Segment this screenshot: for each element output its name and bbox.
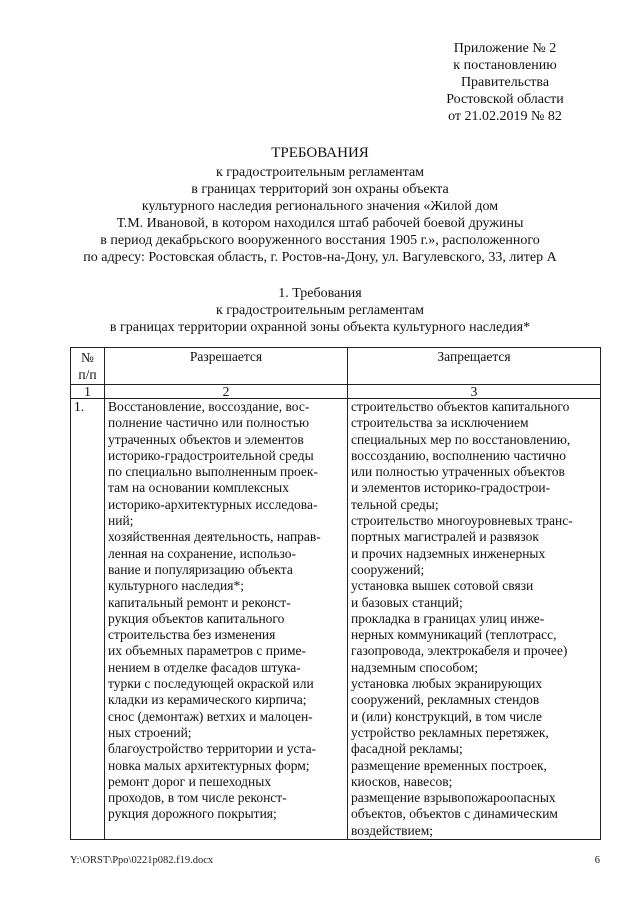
file-path: Y:\ORST\Ppo\0221p082.f19.docx — [70, 855, 214, 866]
forbidden-line: или полностью утраченных объектов — [351, 464, 565, 480]
allowed-line: рукция дорожного покрытия; — [108, 806, 277, 822]
forbidden-line: строительства за исключением — [351, 415, 529, 431]
allowed-line: благоустройство территории и уста- — [108, 741, 317, 757]
section-heading — [40, 285, 600, 336]
allowed-line: нением в отделке фасадов штука- — [108, 659, 301, 675]
forbidden-line: и прочих надземных инженерных — [351, 545, 546, 561]
annex-line: Приложение № 2 — [453, 41, 557, 56]
annex-line: к постановлению — [453, 58, 557, 73]
col-number: 1 — [71, 385, 105, 399]
allowed-line: ний; — [108, 513, 134, 529]
forbidden-line: размещение временных построек, — [351, 757, 547, 773]
forbidden-line: киосков, навесов; — [351, 773, 453, 789]
forbidden-line: воссозданию, восполнению частично — [351, 447, 567, 463]
header-num: № п/п — [71, 348, 105, 385]
header-allowed: Разрешается — [105, 348, 348, 385]
allowed-line: турки с последующей окраской или — [108, 676, 314, 692]
column-number-row — [71, 385, 601, 399]
forbidden-line: объектов, объектов с динамическим — [351, 806, 558, 822]
forbidden-cell — [348, 399, 601, 840]
title-line: Т.М. Ивановой, в котором находился штаб рабочей боевой дружины — [116, 216, 524, 231]
forbidden-line: тельной среды; — [351, 496, 439, 512]
col-number: 3 — [348, 385, 601, 399]
allowed-cell — [105, 399, 348, 840]
allowed-line: историко-архитектурных исследова- — [108, 496, 318, 512]
title-line: культурного наследия регионального значения «Жилой дом — [141, 199, 499, 214]
table-row — [71, 399, 601, 840]
allowed-line: хозяйственная деятельность, направ- — [108, 529, 321, 545]
forbidden-line: газопровода, электрокабеля и прочее) — [351, 643, 568, 659]
forbidden-line: фасадной рекламы; — [351, 741, 463, 757]
allowed-line: там на основании комплексных — [108, 480, 289, 496]
allowed-line: ных строений; — [108, 724, 192, 740]
forbidden-line: надземным способом; — [351, 659, 479, 675]
table-header-row — [71, 348, 601, 385]
forbidden-line: сооружений; — [351, 561, 425, 577]
forbidden-line: портных магистралей и развязок — [351, 529, 539, 545]
annex-line: от 21.02.2019 № 82 — [448, 109, 562, 124]
forbidden-line: установка вышек сотовой связи — [351, 578, 534, 594]
section-line: в границах территории охранной зоны объекта культурного наследия* — [109, 320, 531, 335]
allowed-line: культурного наследия*; — [108, 578, 244, 594]
forbidden-line: строительство многоуровневых транс- — [351, 513, 573, 529]
forbidden-line: нерных коммуникаций (теплотрасс, — [351, 627, 557, 643]
allowed-line: ремонт дорог и пешеходных — [108, 773, 272, 789]
header-forbidden: Запрещается — [348, 348, 601, 385]
allowed-line: снос (демонтаж) ветхих и малоцен- — [108, 708, 313, 724]
forbidden-line: и элементов историко-градострои- — [351, 480, 551, 496]
forbidden-line: прокладка в границах улиц инже- — [351, 610, 545, 626]
forbidden-line: и базовых станций; — [351, 594, 463, 610]
title-main: ТРЕБОВАНИЯ — [271, 145, 369, 161]
title-line: к градостроительным регламентам — [215, 165, 425, 180]
page-number: 6 — [594, 855, 600, 866]
document-title — [40, 145, 600, 266]
forbidden-line: установка любых экранирующих — [351, 676, 543, 692]
allowed-line: по специально выполненным проек- — [108, 464, 318, 480]
col-number: 2 — [105, 385, 348, 399]
allowed-line: их объемных параметров с приме- — [108, 643, 306, 659]
annex-line: Правительства — [460, 75, 550, 90]
allowed-line: историко-градостроительной среды — [108, 447, 314, 463]
allowed-line: проходов, в том числе реконст- — [108, 790, 287, 806]
annex-line: Ростовской области — [446, 92, 564, 107]
allowed-line: ленная на сохранение, использо- — [108, 545, 297, 561]
allowed-line: капитальный ремонт и реконст- — [108, 594, 291, 610]
allowed-line: Восстановление, воссоздание, вос- — [108, 399, 310, 414]
section-line: 1. Требования — [278, 286, 362, 301]
forbidden-line: строительство объектов капитального — [351, 399, 570, 414]
forbidden-line: специальных мер по восстановлению, — [351, 431, 571, 447]
allowed-line: утраченных объектов и элементов — [108, 431, 304, 447]
annex-header — [425, 40, 585, 125]
allowed-line: рукция объектов капитального — [108, 610, 285, 626]
allowed-line: полнение частично или полностью — [108, 415, 310, 431]
row-number: 1. — [71, 399, 105, 840]
title-line: в период декабрьского вооруженного восстания 1905 г.», расположенного — [100, 233, 540, 248]
forbidden-line: сооружений, рекламных стендов — [351, 692, 540, 708]
title-line: по адресу: Ростовская область, г. Ростов-на-Дону, ул. Вагулевского, 33, литер А — [83, 250, 557, 265]
section-line: к градостроительным регламентам — [215, 303, 425, 318]
title-line: в границах территорий зон охраны объекта — [191, 182, 449, 197]
allowed-line: вание и популяризацию объекта — [108, 561, 293, 577]
allowed-line: кладки из керамического кирпича; — [108, 692, 307, 708]
forbidden-line: устройство рекламных перетяжек, — [351, 724, 549, 740]
allowed-line: строительства без изменения — [108, 627, 276, 643]
allowed-line: новка малых архитектурных форм; — [108, 757, 310, 773]
forbidden-line: размещение взрывопожароопасных — [351, 790, 556, 806]
requirements-table — [70, 347, 601, 840]
forbidden-line: и (или) конструкций, в том числе — [351, 708, 542, 724]
forbidden-line: воздействием; — [351, 822, 433, 838]
